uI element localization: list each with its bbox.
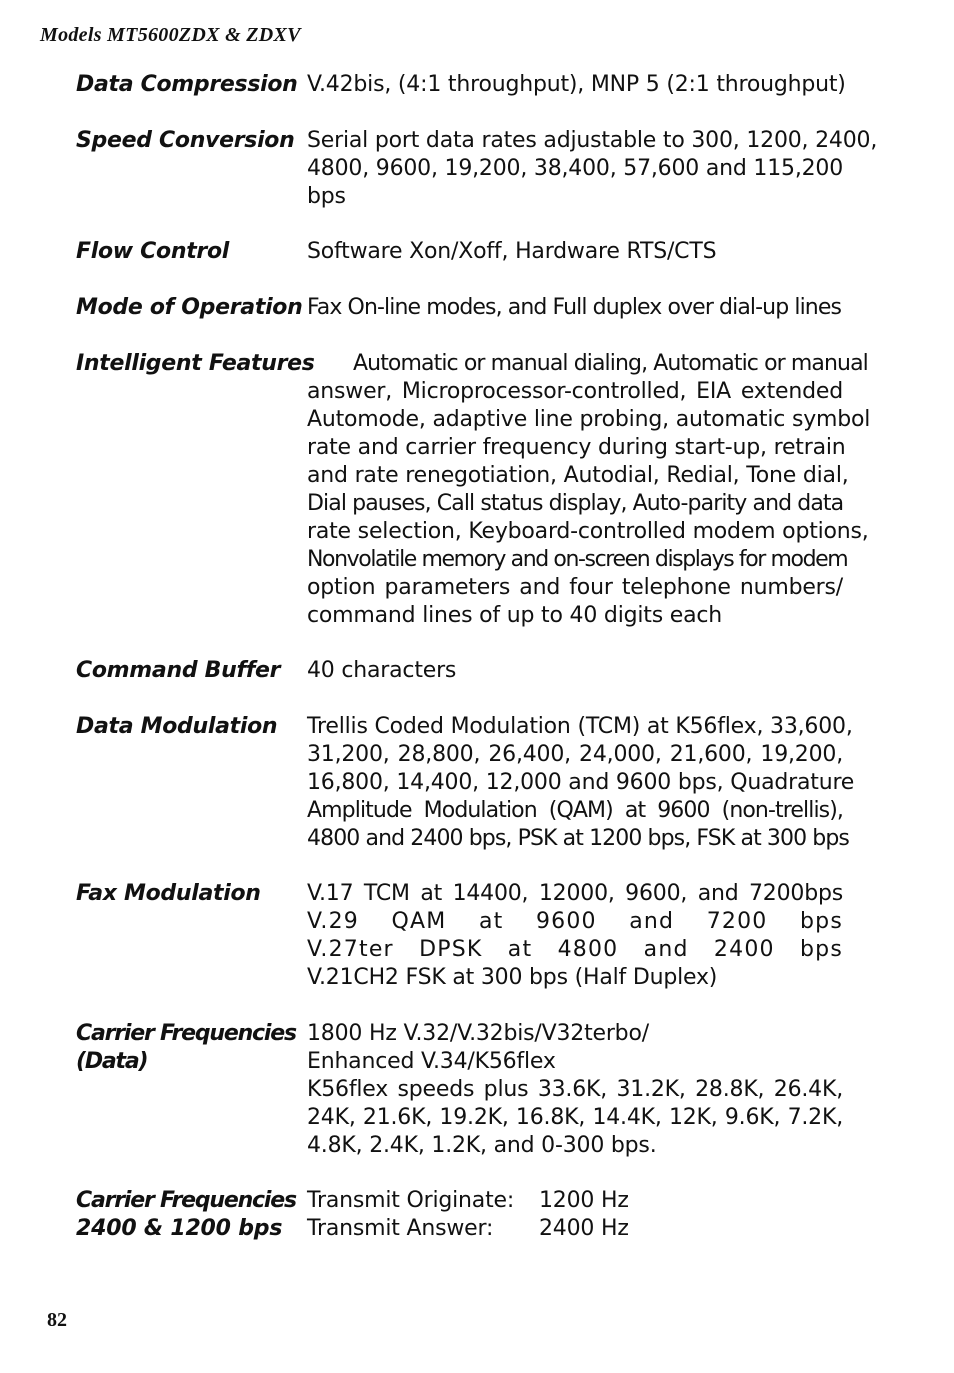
spec-value [307,238,843,266]
spec-line: command lines of up to 40 digits each [307,603,723,628]
running-header: Models MT5600ZDX & ZDXV [40,24,301,46]
spec-value [307,657,843,685]
spec-line: Automatic or manual dialing, Automatic or manual [353,351,868,376]
spec-line: Trellis Coded Modulation (TCM) at K56flex, 33,600, [307,714,853,739]
spec-value [307,713,855,853]
spec-line: and rate renegotiation, Autodial, Redial, Tone dial, [307,463,849,488]
spec-label: Mode of Operation [76,295,303,320]
freq-row-name: Transmit Originate: [307,1188,515,1213]
spec-label: Data Modulation [76,714,278,739]
spec-line: answer, Microprocessor-controlled, EIA extended [307,379,843,404]
spec-line: rate and carrier frequency during start-up, retrain [307,435,846,460]
spec-line: bps [307,184,346,209]
spec-line: 4800 and 2400 bps, PSK at 1200 bps, FSK at 300 bps [307,826,849,851]
spec-line: V.17 TCM at 14400, 12000, 9600, and 7200bps [307,881,843,906]
spec-line: V.21CH2 FSK at 300 bps (Half Duplex) [307,965,718,990]
spec-line: Software Xon/Xoff, Hardware RTS/CTS [307,239,717,264]
spec-line: rate selection, Keyboard-controlled modem options, [307,519,869,544]
spec-line: Amplitude Modulation (QAM) at 9600 (non-trellis), [307,798,843,823]
freq-row [307,1187,843,1215]
spec-line: K56flex speeds plus 33.6K, 31.2K, 28.8K, 26.4K, [307,1077,843,1102]
spec-value [307,127,878,211]
spec-label: Speed Conversion [76,128,295,153]
spec-label: Intelligent Features [76,351,315,376]
spec-line: option parameters and four telephone numbers/ [307,575,843,600]
spec-line: V.42bis, (4:1 throughput), MNP 5 (2:1 throughput) [307,72,846,97]
spec-value [307,350,871,630]
spec-line: 1800 Hz V.32/V.32bis/V32terbo/ [307,1021,649,1046]
spec-value [307,880,843,992]
spec-line: Fax On-line modes, and Full duplex over dial-up lines [307,295,842,320]
spec-label-line: 2400 & 1200 bps [76,1216,283,1241]
spec-label: Flow Control [76,239,230,264]
spec-label [76,1020,308,1076]
spec-label-line: (Data) [76,1049,148,1074]
spec-value [307,1187,843,1243]
spec-line: 24K, 21.6K, 19.2K, 16.8K, 14.4K, 12K, 9.6K, 7.2K, [307,1105,843,1130]
freq-row-value: 1200 Hz [539,1188,629,1213]
spec-line: Serial port data rates adjustable to 300, 1200, 2400, [307,128,878,153]
freq-row [307,1215,843,1243]
freq-row-name: Transmit Answer: [307,1216,494,1241]
spec-line: 40 characters [307,658,457,683]
spec-label: Fax Modulation [76,881,261,906]
spec-label [76,1187,308,1243]
spec-value [307,1020,843,1160]
spec-line: 4800, 9600, 19,200, 38,400, 57,600 and 115,200 [307,156,844,181]
spec-label: Data Compression [76,72,298,97]
spec-line: Nonvolatile memory and on-screen displays for modem [307,547,848,572]
spec-line: Dial pauses, Call status display, Auto-parity and data [307,491,844,516]
spec-label-line: Carrier Frequencies [76,1021,296,1046]
spec-value [307,71,846,99]
freq-row-value: 2400 Hz [539,1216,629,1241]
spec-line: V.29 QAM at 9600 and 7200 bps [307,909,843,934]
spec-label: Command Buffer [76,658,281,683]
spec-line: Automode, adaptive line probing, automatic symbol [307,407,871,432]
spec-label-line: Carrier Frequencies [76,1188,296,1213]
spec-line: 16,800, 14,400, 12,000 and 9600 bps, Quadrature [307,770,855,795]
spec-line: 31,200, 28,800, 26,400, 24,000, 21,600, 19,200, [307,742,843,767]
page-number: 82 [47,1309,67,1331]
spec-line: 4.8K, 2.4K, 1.2K, and 0-300 bps. [307,1133,657,1158]
spec-line: V.27ter DPSK at 4800 and 2400 bps [307,937,843,962]
spec-value [307,294,843,322]
spec-line: Enhanced V.34/K56flex [307,1049,556,1074]
